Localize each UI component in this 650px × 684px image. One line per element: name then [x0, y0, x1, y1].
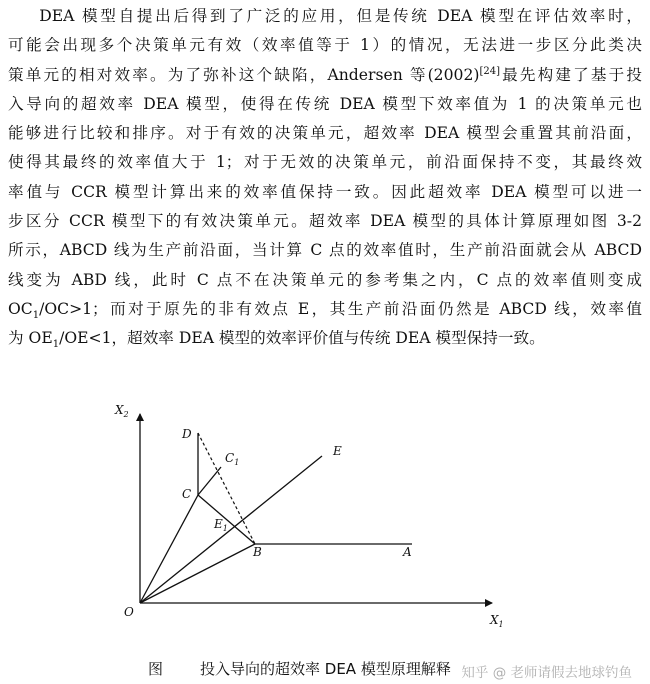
y-axis-label: $X_2$: [115, 403, 129, 419]
point-label-e: E: [333, 444, 342, 458]
paragraph-text: 最先构建了基于投: [499, 65, 642, 84]
caption-label: 图: [148, 660, 164, 678]
paragraph-text: /OC>1；而对于原先的非有效点 E，其生产前沿面仍然是 ABCD 线，效率值: [39, 299, 642, 318]
x-axis-label: $X_1$: [490, 613, 504, 629]
paragraph-line: 所示，ABCD 线为生产前沿面，当计算 C 点的效率值时，生产前沿面就会从 ABCD: [8, 241, 642, 260]
watermark: 知乎 @ 老师请假去地球钓鱼: [461, 665, 632, 681]
subscript: 1: [52, 339, 60, 351]
paragraph-line: [8, 295, 642, 324]
paragraph-line: DEA 模型自提出后得到了广泛的应用，但是传统 DEA 模型在评估效率时，: [39, 7, 642, 25]
point-label-d: D: [182, 427, 192, 441]
paragraph-line: 率值与 CCR 模型计算出来的效率值保持一致。因此超效率 DEA 模型可以进一: [8, 182, 642, 201]
paragraph-line: 能够进行比较和排序。对于有效的决策单元，超效率 DEA 模型会重置其前沿面，: [8, 124, 642, 143]
paragraph-text: /OE<1，超效率 DEA 模型的效率评价值与传统 DEA 模型保持一致。: [59, 329, 545, 348]
point-label-e1: $E_1$: [214, 517, 228, 533]
paragraph-line: [8, 61, 642, 90]
paragraph-line: 线变为 ABD 线，此时 C 点不在决策单元的参考集之内，C 点的效率值则变成: [8, 270, 642, 289]
body-paragraph: [8, 2, 642, 354]
ray-o-to-c: [140, 495, 198, 603]
paragraph-text: 策单元的相对效率。为了弥补这个缺陷，Andersen 等(2002): [8, 65, 480, 84]
paragraph-text: OC: [8, 299, 33, 318]
point-label-c1: $C_1$: [225, 451, 240, 467]
paragraph-line: 可能会出现多个决策单元有效（效率值等于 1）的情况，无法进一步区分此类决: [8, 36, 642, 55]
citation-ref: [24]: [479, 65, 500, 77]
caption-title: 投入导向的超效率 DEA 模型原理解释: [200, 660, 451, 678]
subscript: 1: [32, 310, 40, 322]
dea-frontier-figure: [100, 398, 504, 630]
ray-c-to-c1: [198, 467, 221, 495]
ray-o-to-e: [140, 456, 322, 603]
paragraph-line: 使得其最终的效率值大于 1；对于无效的决策单元，前沿面保持不变，其最终效: [8, 153, 642, 172]
point-label-a: A: [403, 545, 412, 559]
paragraph-line: [8, 324, 642, 353]
point-label-b: B: [253, 545, 262, 559]
paragraph-line: 步区分 CCR 模型下的有效决策单元。超效率 DEA 模型的具体计算原理如图 3-2: [8, 212, 642, 231]
point-label-c: C: [182, 487, 192, 501]
origin-label: O: [124, 605, 134, 619]
ray-o-to-b: [140, 544, 255, 603]
figure-svg: [100, 398, 504, 630]
paragraph-line: 入导向的超效率 DEA 模型，使得在传统 DEA 模型下效率值为 1 的决策单元也: [8, 94, 642, 113]
paragraph-text: 为 OE: [8, 329, 53, 348]
frontier-segment-bc: [198, 495, 255, 544]
